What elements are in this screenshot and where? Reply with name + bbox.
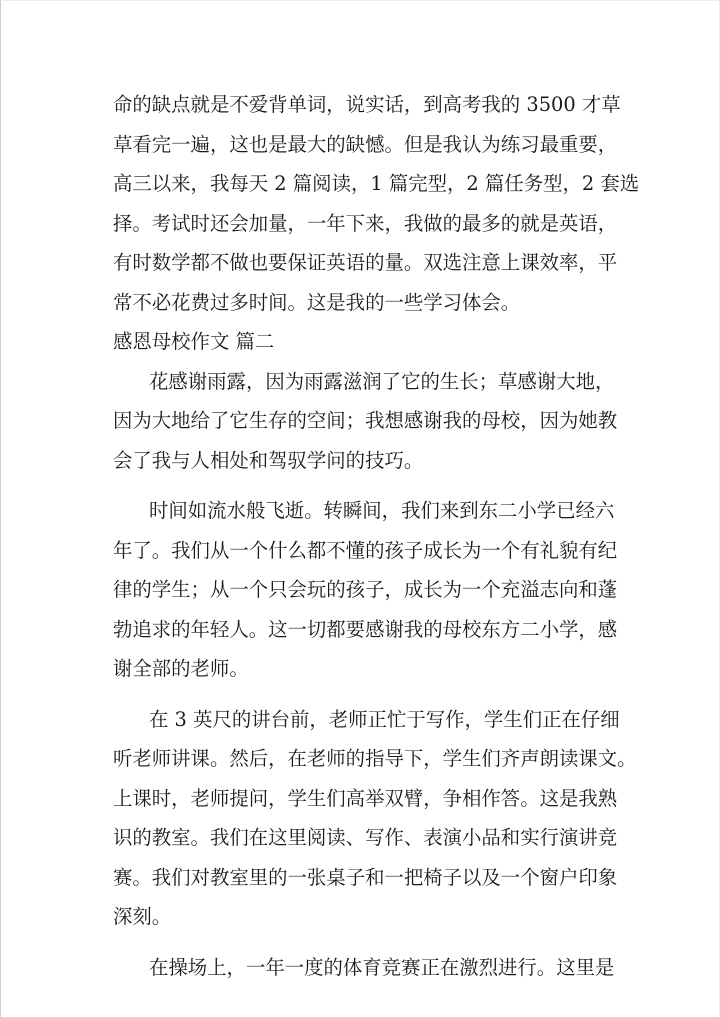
section-heading: 感恩母校作文 篇二 (113, 330, 275, 353)
text-line: 命的缺点就是不爱背单词，说实话，到高考我的 3500 才草 (113, 93, 621, 116)
text-line: 年了。我们从一个什么都不懂的孩子成长为一个有礼貌有纪 (113, 538, 618, 562)
text-line: 择。考试时还会加量，一年下来，我做的最多的就是英语， (113, 211, 618, 235)
text-line: 时间如流水般飞逝。转瞬间，我们来到东二小学已经六 (149, 499, 615, 522)
text-line: 有时数学都不做也要保证英语的量。双选注意上课效率，平 (113, 251, 618, 274)
text-line: 上课时，老师提问，学生们高举双臂，争相作答。这是我熟 (113, 786, 618, 810)
text-line: 律的学生；从一个只会玩的孩子，成长为一个充溢志向和蓬 (113, 578, 618, 601)
text-line: 因为大地给了它生存的空间；我想感谢我的母校，因为她教 (113, 409, 618, 432)
text-line: 深刻。 (113, 905, 172, 928)
text-line: 草看完一遍，这也是最大的缺憾。但是我认为练习最重要， (113, 132, 618, 156)
text-line: 在 3 英尺的讲台前，老师正忙于写作，学生们正在仔细 (149, 707, 620, 731)
text-line: 识的教室。我们在这里阅读、写作、表演小品和实行演讲竞 (113, 826, 618, 849)
text-line: 常不必花费过多时间。这是我的一些学习体会。 (113, 290, 521, 314)
text-line: 听老师讲课。然后，在老师的指导下，学生们齐声朗读课文。 (113, 747, 637, 770)
document-body (113, 85, 640, 987)
text-line: 花感谢雨露，因为雨露滋润了它的生长；草感谢大地， (149, 369, 615, 393)
text-line: 赛。我们对教室里的一张桌子和一把椅子以及一个窗户印象 (113, 865, 618, 889)
text-line: 高三以来，我每天 2 篇阅读，1 篇完型，2 篇任务型，2 套选 (113, 172, 640, 195)
text-line: 勃追求的年轻人。这一切都要感谢我的母校东方二小学，感 (113, 617, 618, 641)
text-line: 会了我与人相处和驾驭学问的技巧。 (113, 448, 424, 472)
text-line: 在操场上，一年一度的体育竞赛正在激烈进行。这里是 (149, 955, 615, 979)
text-line: 谢全部的老师。 (113, 657, 249, 680)
